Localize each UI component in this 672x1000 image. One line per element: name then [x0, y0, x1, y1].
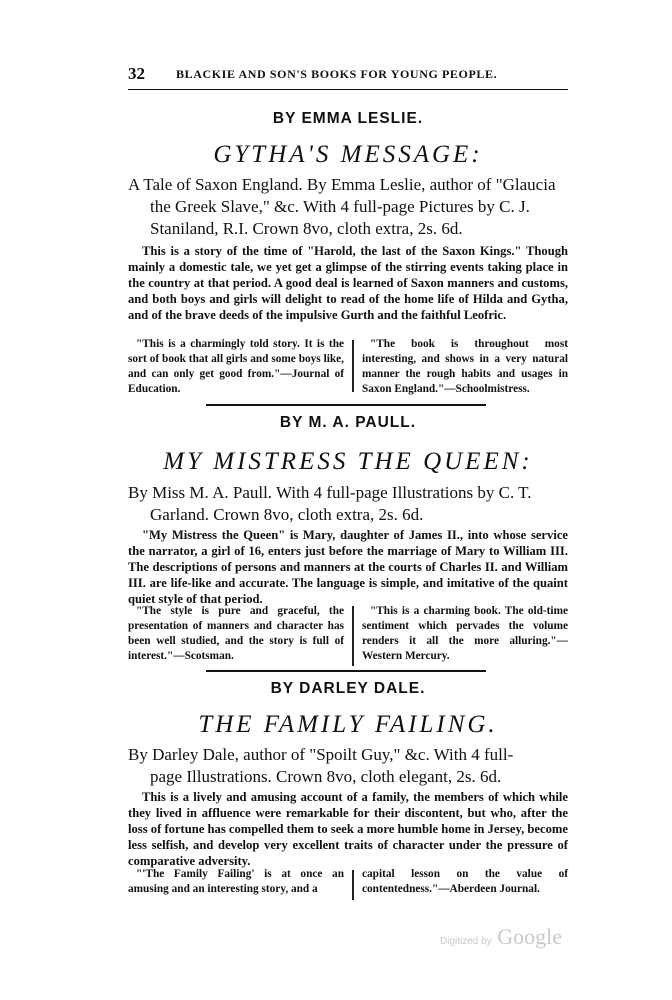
lead-paragraph-queen	[128, 482, 568, 526]
section-rule	[206, 404, 486, 406]
review-quote-right-gytha: "The book is throughout most interesting, and shows in a very natural manner the rough habits and usages in Saxon England."—Schoolmistress.	[362, 338, 568, 395]
lead-line: A Tale of Saxon England. By Emma Leslie, author of "Glaucia	[128, 175, 556, 194]
lead-line: Garland. Crown 8vo, cloth extra, 2s. 6d.	[150, 505, 424, 524]
author-heading-emma-leslie: BY EMMA LESLIE.	[272, 110, 424, 127]
author-heading-darley-dale: BY DARLEY DALE.	[270, 680, 426, 697]
review-quote-right-queen: "This is a charming book. The old-time sentiment which pervades the volume renders it all the more alluring."—Western Mercury.	[362, 605, 568, 662]
column-divider	[352, 340, 354, 392]
watermark-prefix: Digitized by	[440, 936, 492, 947]
review-quote-left-family-failing: "'The Family Failing' is at once an amusing and an interesting story, and a	[128, 868, 344, 895]
page-number: 32	[128, 64, 145, 83]
title-gythas-message: GYTHA'S MESSAGE:	[213, 141, 483, 168]
description-queen: "My Mistress the Queen" is Mary, daughter of James II., into whose service the narrator, a girl of 16, enters just before the marriage of Mary to William III. The descriptions of persons and manners at the courts of Charles II. and William III. are life-like and accurate. The language is simple, and imitative of the quaint quiet style of that period.	[128, 528, 568, 606]
author-heading-m-a-paull: BY M. A. PAULL.	[279, 414, 417, 431]
description-gytha: This is a story of the time of "Harold, the last of the Saxon Kings." Though mainly a domestic tale, we yet get a glimpse of the stirring events taking place in the country at that period. A good deal is learned of Saxon manners and customs, and both boys and girls will delight to read of the home life of Hilda and Gytha, and of the brave deeds of the impulsive Gurth and the faithful Leofric.	[128, 244, 568, 322]
lead-line: Staniland, R.I. Crown 8vo, cloth extra, 2s. 6d.	[150, 219, 463, 238]
google-digitized-watermark	[440, 924, 562, 950]
review-quote-left-gytha: "This is a charmingly told story. It is the sort of book that all girls and some boys like, and can only get good from."—Journal of Education.	[128, 338, 344, 395]
title-the-family-failing: THE FAMILY FAILING.	[198, 711, 498, 738]
lead-line: page Illustrations. Crown 8vo, cloth elegant, 2s. 6d.	[150, 767, 502, 786]
review-quote-left-queen: "The style is pure and graceful, the presentation of manners and character has been well studied, and the story is full of interest."—Scotsman.	[128, 605, 344, 662]
running-title: BLACKIE AND SON'S BOOKS FOR YOUNG PEOPLE.	[176, 67, 498, 81]
column-divider	[352, 606, 354, 666]
lead-line: By Darley Dale, author of "Spoilt Guy," &c. With 4 full-	[128, 745, 514, 764]
lead-line: By Miss M. A. Paull. With 4 full-page Illustrations by C. T.	[128, 483, 532, 502]
lead-line: the Greek Slave," &c. With 4 full-page Pictures by C. J.	[150, 197, 530, 216]
google-logo-text: Google	[497, 924, 562, 949]
review-quote-right-family-failing: capital lesson on the value of contentedness."—Aberdeen Journal.	[362, 868, 568, 895]
lead-paragraph-gytha	[128, 174, 568, 240]
section-rule	[206, 670, 486, 672]
title-my-mistress-the-queen: MY MISTRESS THE QUEEN:	[163, 448, 533, 475]
description-family-failing: This is a lively and amusing account of a family, the members of which while they lived in affluence were remarkable for their discontent, but who, after the loss of fortune has compelled them to seek a more humble home in Jersey, become less selfish, and develop very excellent traits of character under the pressure of comparative adversity.	[128, 790, 568, 868]
column-divider	[352, 870, 354, 900]
lead-paragraph-family-failing	[128, 744, 568, 788]
header-rule	[128, 89, 568, 90]
